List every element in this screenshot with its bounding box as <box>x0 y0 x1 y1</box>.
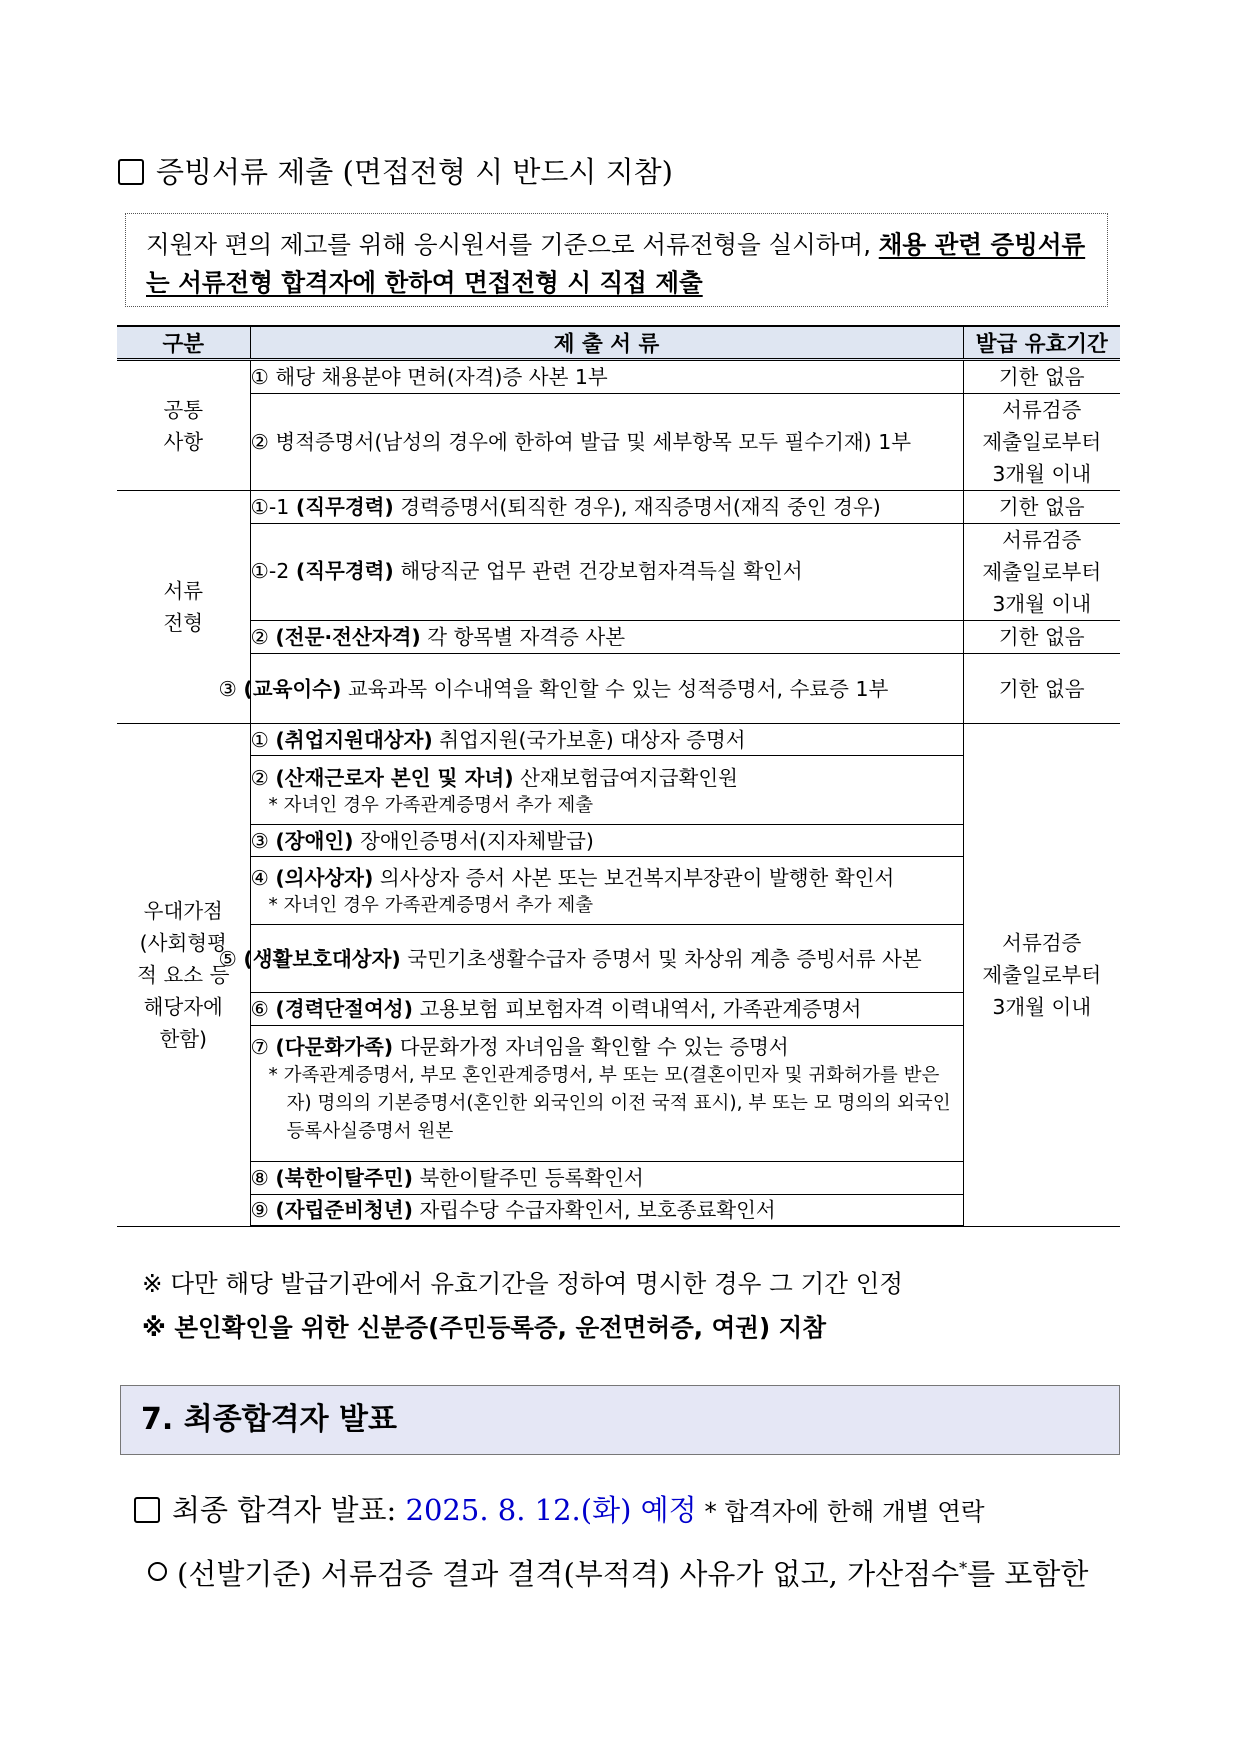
header-validity: 발급 유효기간 <box>963 326 1120 360</box>
doc-item: ③ (교육이수) 교육과목 이수내역을 확인할 수 있는 성적증명서, 수료증 1부 <box>250 654 963 724</box>
notice-bold-text: 채용 관련 증빙서류는 서류전형 합격자에 한하여 면접전형 시 직접 제출 <box>146 230 1086 297</box>
doc-item: ①-2 (직무경력) 해당직군 업무 관련 건강보험자격득실 확인서 <box>250 524 963 621</box>
notice-plain-text: 지원자 편의 제고를 위해 응시원서를 기준으로 서류전형을 실시하며, <box>146 230 879 259</box>
doc-subnote: * 가족관계증명서, 부모 혼인관계증명서, 부 또는 모(결혼이민자 및 귀화허가를 받은 자) 명의의 기본증명서(혼인한 외국인의 이전 국적 표시), 부 또는 모 명의의 외국인 등록사실증명서 원본 <box>268 1065 951 1142</box>
header-documents: 제 출 서 류 <box>250 326 963 360</box>
doc-item: ② 병적증명서(남성의 경우에 한하여 발급 및 세부항목 모두 필수기재) 1부 <box>250 394 963 491</box>
criteria-text: (선발기준) 서류검증 결과 결격(부적격) 사유가 없고, 가산점수 <box>177 1557 960 1591</box>
table-row <box>117 724 1120 756</box>
doc-subnote: * 자녀인 경우 가족관계증명서 추가 제출 <box>268 794 594 816</box>
doc-item: ① (취업지원대상자) 취업지원(국가보훈) 대상자 증명서 <box>250 724 963 756</box>
evidence-heading-text: 증빙서류 제출 (면접전형 시 반드시 지참) <box>156 155 673 189</box>
table-row <box>117 491 1120 524</box>
category-preferential-points: 우대가점 (사회형평 적 요소 등 해당자에 한함) <box>117 724 250 1227</box>
table-row <box>117 394 1120 491</box>
validity-cell: 서류검증 제출일로부터 3개월 이내 <box>963 724 1120 1227</box>
notice-box <box>125 213 1108 307</box>
table-row <box>117 524 1120 621</box>
announce-note: * 합격자에 한해 개별 연락 <box>696 1497 985 1526</box>
criteria-sup: * <box>959 1558 968 1578</box>
circle-bullet-icon <box>148 1562 167 1581</box>
doc-item: ⑧ (북한이탈주민) 북한이탈주민 등록확인서 <box>250 1162 963 1195</box>
checkbox-square-icon <box>134 1497 160 1523</box>
doc-item: ⑤ (생활보호대상자) 국민기초생활수급자 증명서 및 차상위 계층 증빙서류 사본 <box>250 925 963 993</box>
validity-cell: 기한 없음 <box>963 621 1120 654</box>
table-row <box>117 621 1120 654</box>
table-row <box>117 360 1120 394</box>
doc-item: ⑥ (경력단절여성) 고용보험 피보험자격 이력내역서, 가족관계증명서 <box>250 993 963 1026</box>
doc-item: ④ (의사상자) 의사상자 증서 사본 또는 보건복지부장관이 발행한 확인서 * 자녀인 경우 가족관계증명서 추가 제출 <box>250 857 963 925</box>
doc-item: ② (전문·전산자격) 각 항목별 자격증 사본 <box>250 621 963 654</box>
validity-cell: 기한 없음 <box>963 360 1120 394</box>
selection-criteria <box>148 1552 1088 1593</box>
table-header-row <box>117 326 1120 360</box>
category-document-screening: 서류 전형 <box>117 491 250 724</box>
evidence-section-heading <box>118 150 673 191</box>
category-common: 공통 사항 <box>117 360 250 491</box>
doc-item: ② (산재근로자 본인 및 자녀) 산재보험급여지급확인원 * 자녀인 경우 가족관계증명서 추가 제출 <box>250 756 963 825</box>
doc-item: ⑨ (자립준비청년) 자립수당 수급자확인서, 보호종료확인서 <box>250 1195 963 1227</box>
note-id-card: ※ 본인확인을 위한 신분증(주민등록증, 운전면허증, 여권) 지참 <box>142 1313 827 1342</box>
announce-label: 최종 합격자 발표: <box>172 1493 406 1527</box>
note-validity: ※ 다만 해당 발급기관에서 유효기간을 정하여 명시한 경우 그 기간 인정 <box>142 1269 904 1298</box>
criteria-tail: 를 포함한 <box>967 1557 1089 1591</box>
documents-table <box>117 325 1120 1227</box>
doc-subnote: * 자녀인 경우 가족관계증명서 추가 제출 <box>268 895 594 916</box>
header-category: 구분 <box>117 326 250 360</box>
section-7-title: 7. 최종합격자 발표 <box>120 1385 1120 1455</box>
table-row <box>117 654 1120 724</box>
doc-item: ① 해당 채용분야 면허(자격)증 사본 1부 <box>250 360 963 394</box>
checkbox-square-icon <box>118 159 144 185</box>
validity-cell: 기한 없음 <box>963 654 1120 724</box>
validity-cell: 기한 없음 <box>963 491 1120 524</box>
doc-item: ③ (장애인) 장애인증명서(지자체발급) <box>250 825 963 857</box>
doc-item: ①-1 (직무경력) 경력증명서(퇴직한 경우), 재직증명서(재직 중인 경우) <box>250 491 963 524</box>
doc-item: ⑦ (다문화가족) 다문화가정 자녀임을 확인할 수 있는 증명서 * 가족관계증명서, 부모 혼인관계증명서, 부 또는 모(결혼이민자 및 귀화허가를 받은 자) 명의의 기본증명서(혼인한 외국인의 이전 국적 표시), 부 또는 모 명의의 외국인 등록사실증명서 원본 <box>250 1026 963 1162</box>
validity-cell: 서류검증 제출일로부터 3개월 이내 <box>963 524 1120 621</box>
validity-cell: 서류검증 제출일로부터 3개월 이내 <box>963 394 1120 491</box>
final-announcement <box>134 1488 985 1529</box>
announce-date: 2025. 8. 12.(화) 예정 <box>405 1493 697 1527</box>
